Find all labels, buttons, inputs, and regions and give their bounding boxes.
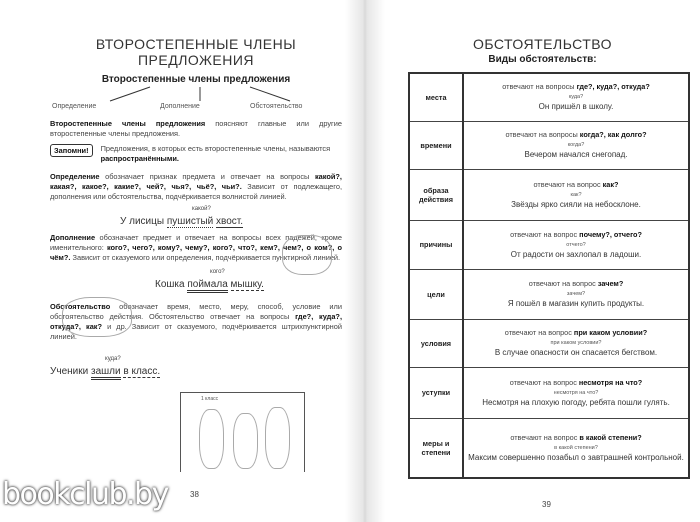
object-term: Дополнение [50, 233, 96, 242]
page-title: ОБСТОЯТЕЛЬСТВО [472, 36, 613, 52]
table-row [409, 220, 689, 269]
example-word: Ученики [50, 366, 89, 377]
adverbial-kind: меры и степени [409, 418, 463, 478]
question-text: отвечают на вопрос [504, 328, 574, 337]
definition-tail: Зависит от подлежащего, дополнения или обстоятельства, подчёркивается волнистой линией. [50, 182, 342, 201]
example-question: куда? [105, 356, 121, 362]
arc-question: как? [570, 191, 582, 198]
adverbial-kind: места [409, 73, 463, 121]
question-text: отвечают на вопросы [502, 82, 577, 92]
remember-note [50, 144, 342, 164]
question-words: при каком условии? [573, 328, 648, 337]
fox-illustration [282, 235, 332, 275]
table-row [409, 367, 689, 418]
question-text: отвечают на вопрос [533, 179, 603, 189]
question-text: отвечают на вопрос [510, 229, 580, 239]
child-figure [265, 407, 290, 469]
table-row [409, 121, 689, 169]
branch-object: Дополнение [160, 103, 200, 110]
adverbial-term: Обстоятельство [50, 302, 111, 311]
example-word: хвост. [216, 216, 244, 227]
example-object [155, 269, 342, 290]
child-figure [233, 413, 258, 469]
table-row [409, 169, 689, 220]
adverbial-kind: цели [409, 269, 463, 319]
table-row [409, 319, 689, 367]
adverbial-description [463, 121, 689, 169]
adverbial-description [463, 220, 689, 269]
table-row [409, 269, 689, 319]
remember-term: распространёнными. [100, 154, 179, 163]
page-number: 38 [190, 490, 199, 499]
question-words: несмотря на что? [578, 377, 643, 387]
object-tail: Зависит от сказуемого или определения, подчёркивается пунктирной линией. [70, 253, 341, 262]
question-words: в какой степени? [579, 432, 642, 442]
branch-diagram [50, 85, 342, 115]
example-word: поймала [187, 279, 227, 293]
example-word: У лисицы [120, 216, 165, 227]
example-attribute [120, 206, 342, 227]
table-row [409, 73, 689, 121]
intro-text: поясняют главные или другие второстепенные члены предложения. [50, 119, 342, 138]
question-words: зачем? [597, 279, 624, 288]
adverbial-description [463, 169, 689, 220]
question-text: отвечают на вопрос [509, 377, 579, 387]
arc-question: куда? [568, 94, 584, 101]
example-adverbial [50, 356, 174, 377]
adverbial-text: обозначает время, место, меру, способ, условие или обстоятельство действия. Обстоятельство отвечает на вопросы [50, 302, 342, 321]
branch-adverbial: Обстоятельство [250, 103, 303, 110]
question-words: почему?, отчего? [579, 229, 642, 239]
example-sentence: Вечером начался снегопад. [524, 150, 628, 159]
example-sentence: Он пришёл в школу. [538, 102, 614, 112]
question-words: где?, куда?, откуда? [576, 82, 650, 92]
question-text: отвечают на вопрос [510, 432, 580, 442]
adverbial-description [463, 418, 689, 478]
example-word: пушистый [166, 216, 214, 227]
classroom-door-illustration [180, 392, 305, 472]
page-subtitle: Виды обстоятельств: [488, 54, 597, 65]
example-question: какой? [192, 206, 211, 212]
right-page [390, 0, 695, 522]
example-sentence: Звёзды ярко сияли на небосклоне. [511, 199, 641, 209]
example-sentence: В случае опасности он спасается бегством. [494, 348, 658, 357]
example-sentence: Максим совершенно позабыл о завтрашней контрольной. [468, 452, 684, 462]
page-number: 39 [542, 500, 551, 509]
arc-question: когда? [567, 142, 585, 148]
table-row [409, 418, 689, 478]
question-text: отвечают на вопрос [528, 279, 598, 288]
page-title: ВТОРОСТЕПЕННЫЕ ЧЛЕНЫ ПРЕДЛОЖЕНИЯ [95, 36, 297, 68]
remember-text: Предложения, в которых есть второстепенные члены, называются [100, 144, 331, 153]
question-text: отвечают на вопросы [505, 130, 580, 139]
adverbial-kind: причины [409, 220, 463, 269]
definition-term: Определение [50, 172, 100, 181]
adverbial-questions: где?, куда?, откуда?, как? [50, 312, 343, 331]
example-word: мышку. [230, 279, 264, 290]
adverbial-kind: образа действия [409, 169, 463, 220]
diagram-root: Второстепенные члены предложения [101, 74, 291, 85]
remember-label: Запомни! [50, 144, 93, 157]
example-sentence: Я пошёл в магазин купить продукты. [507, 299, 645, 308]
arc-question: при каком условии? [550, 340, 602, 346]
object-questions: кого?, чего?, кому?, чему?, кого?, что?, кем?, чем?, о ком?, о чём?. [50, 243, 342, 262]
example-sentence: От радости он захлопал в ладоши. [510, 249, 642, 259]
arc-question: зачем? [566, 291, 586, 297]
adverbial-types-table [408, 72, 690, 479]
left-page [50, 0, 342, 522]
adverbial-description [463, 73, 689, 121]
watermark: bookclub.by [2, 477, 168, 512]
adverbial-description [463, 319, 689, 367]
adverbial-tail: и др. Зависит от сказуемого, подчёркивается штрихпунктирной линией. [50, 322, 343, 341]
door-sign: 1 класс [201, 396, 219, 402]
cat-illustration [62, 297, 132, 337]
example-sentence: Несмотря на плохую погоду, ребята пошли гулять. [482, 397, 670, 407]
branch-attribute: Определение [52, 103, 97, 110]
arrows-icon [50, 85, 342, 105]
adverbial-kind: уступки [409, 367, 463, 418]
arc-question: в какой степени? [554, 444, 598, 451]
arc-question: несмотря на что? [553, 389, 599, 396]
adverbial-kind: условия [409, 319, 463, 367]
adverbial-kind: времени [409, 121, 463, 169]
example-question: кого? [210, 269, 225, 275]
definition-text: обозначает признак предмета и отвечает на вопросы [99, 172, 315, 181]
question-words: как? [602, 179, 619, 189]
book-gutter [345, 0, 385, 522]
question-words: когда?, как долго? [579, 130, 647, 139]
definition-questions: какой?, какая?, какое?, какие?, чей?, чья?, чьё?, чьи?. [50, 172, 342, 191]
arc-question: отчего? [566, 241, 586, 248]
example-word: зашли [91, 366, 121, 380]
intro-term: Второстепенные члены предложения [50, 119, 206, 128]
adverbial-description [463, 367, 689, 418]
object-text: обозначает предмет и отвечает на вопросы всех падежей, кроме именительного: [50, 233, 342, 252]
adverbial-description [463, 269, 689, 319]
example-word: в класс. [123, 366, 161, 377]
child-figure [199, 409, 224, 469]
example-word: Кошка [155, 279, 185, 290]
